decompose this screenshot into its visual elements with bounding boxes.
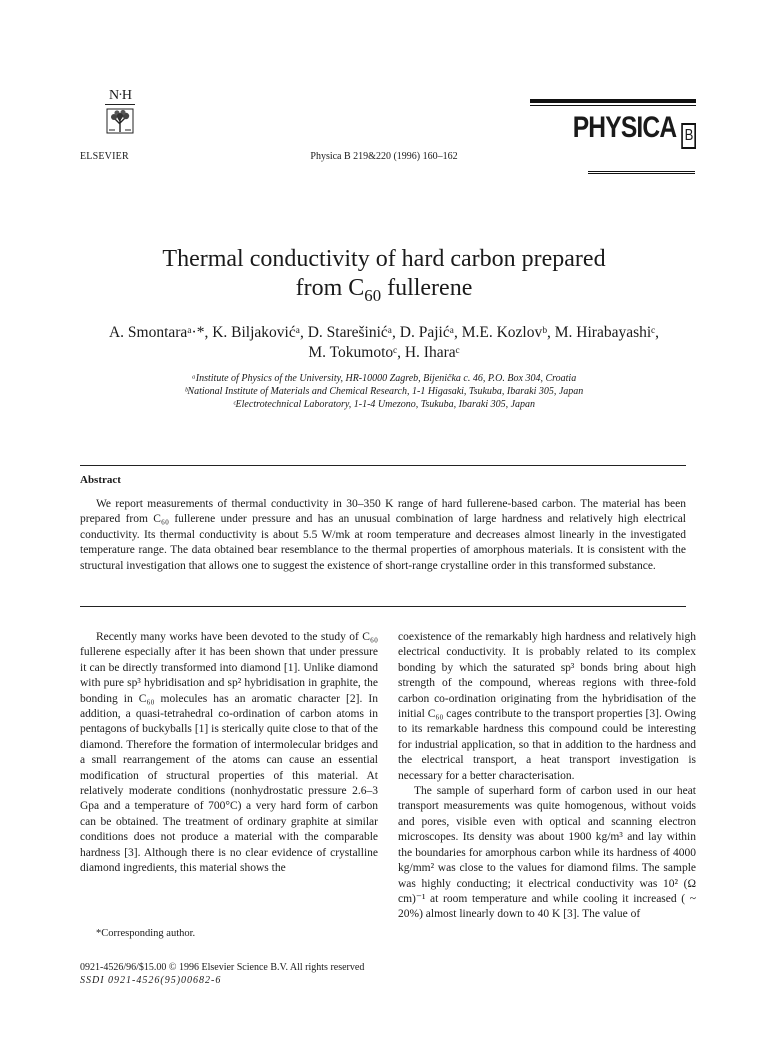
journal-name: PHYSICA	[572, 111, 677, 144]
journal-citation: Physica B 219&220 (1996) 160–162	[310, 151, 458, 162]
title-line-1: Thermal conductivity of hard carbon prepared	[162, 246, 606, 272]
abstract-heading: Abstract	[80, 474, 121, 486]
abstract-top-rule	[80, 465, 686, 466]
body-column-left	[80, 630, 378, 877]
abstract-bottom-rule	[80, 606, 686, 607]
masthead-rule	[530, 99, 696, 103]
affiliations	[0, 372, 768, 411]
affiliation-a: ᵃInstitute of Physics of the University, HR-10000 Zagreb, Bijenička c. 46, P.O. Box 304, Croatia	[191, 373, 577, 384]
body-paragraph: Recently many works have been devoted to the study of C₆₀ fullerene especially after it has been shown that under pressure it can be directly transformed into diamond [1]. Unlike diamond with pure sp³ hybridisation and sp² hybridisation in graphite, the bonding in C₆₀ molecules has an aromatic character [2]. In addition, a quasi-tetrahedral co-ordination of carbon atoms in pentagons of buckyballs [1] is sterically quite close to that of the diamond. Therefore the formation of intermolecular bridges and a small rearrangement of the atoms can cause an essential modification of structural properties of this material. At relatively moderate conditions (nonhydrostatic pressure 2.6–3 Gpa and a temperature of 700°C) a very hard form of carbon can be obtained. The treatment of ordinary graphite at similar conditions does not produce a material with the comparable hardness [3]. Although there is no clear evidence of crystalline diamond ingredients, this material shows the	[80, 631, 378, 875]
publisher-logo	[92, 86, 148, 139]
journal-masthead	[530, 99, 696, 149]
body-paragraph: coexistence of the remarkably high hardness and relatively high electrical conductivity. It is probably related to its complex bonding by which the saturated sp³ bonds bring about high strength of the compound, whereas regions with three-fold carbon co-ordination originating from the hybridisation of the initial C₆₀ cages contribute to the transport properties [3]. Owing to its remarkable hardness this compound could be interesting for industrial application, so that in addition to the hardness and the electrical transport, a heat transport investigation is necessary for a better characterisation.	[398, 631, 697, 782]
elsevier-tree-icon	[106, 108, 134, 134]
journal-section: B	[681, 123, 696, 149]
affiliation-c: ᶜElectrotechnical Laboratory, 1-1-4 Umezono, Tsukuba, Ibaraki 305, Japan	[232, 399, 536, 410]
journal-logo	[560, 112, 696, 149]
abstract-text: We report measurements of thermal conductivity in 30–350 K range of hard fullerene-based carbon. The material has been prepared from C₆₀ fullerene under pressure and has an unusual combination of large hardness and relatively high electrical conductivity. Its thermal conductivity is about 5.5 W/mk at room temperature and decreases almost linearly in the investigated temperature range. The data obtained bear resemblance to the thermal properties of amorphous materials. It is consistent with the structural investigation that allows one to suggest the existence of short-range crystalline order in this transformed substance.	[80, 498, 686, 572]
author-line-2: M. Tokumotoᶜ, H. Iharaᶜ	[308, 344, 460, 361]
corresponding-author-note: *Corresponding author.	[96, 928, 196, 939]
ssdi-line: SSDI 0921-4526(95)00682-6	[80, 975, 222, 986]
logo-monogram: N·H	[105, 88, 135, 105]
body-column-right	[398, 630, 696, 923]
masthead-bottom-rule	[588, 171, 695, 172]
body-paragraph: The sample of superhard form of carbon used in our heat transport measurements was quite homogenous, without voids and pores, visible even with optical and scanning electron microscopes. Its density was about 1900 kg/m³ and lay within the boundaries for amorphous carbon while its hardness of 4000 kg/mm² was close to the values for diamond films. The sample was highly conducting; it electrical conductivity was 10² (Ω cm)⁻¹ at room temperature and while cooling it increased ( ~ 20%) almost linearly down to 40 K [3]. The value of	[398, 785, 696, 921]
title-line-2: from $C_{60}$ fullerene	[295, 275, 473, 305]
author-line-1: A. Smontaraᵃ·*, K. Biljakovićᵃ, D. Starešinićᵃ, D. Pajićᵃ, M.E. Kozlovᵇ, M. Hirabayashiᶜ,	[108, 324, 660, 341]
paper-title	[0, 245, 768, 303]
copyright-line: 0921-4526/96/$15.00 © 1996 Elsevier Science B.V. All rights reserved	[80, 962, 365, 973]
masthead-rule-thin	[530, 105, 696, 106]
publisher-name: ELSEVIER	[80, 151, 129, 162]
affiliation-b: ᵇNational Institute of Materials and Chemical Research, 1-1 Higasaki, Tsukuba, Ibaraki 305, Japan	[184, 386, 584, 397]
author-list	[0, 323, 768, 363]
copyright-block	[80, 961, 364, 987]
masthead-bottom-rule-2	[588, 173, 695, 174]
